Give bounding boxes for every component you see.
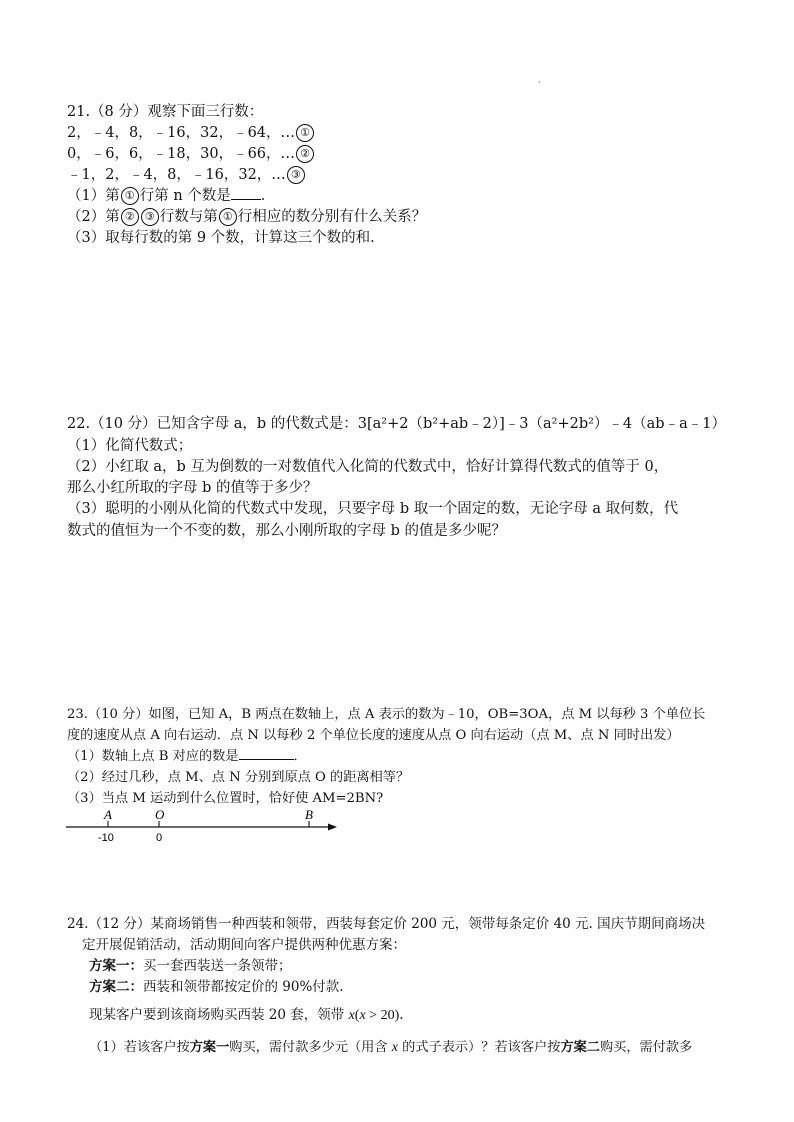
q23-line2: 度的速度从点 A 向右运动．点 N 以每秒 2 个单位长度的速度从点 O 向右运动（点 M、点 N 同时出发） <box>67 728 680 743</box>
answer-blank[interactable] <box>231 187 261 200</box>
q21-header: 21.（8 分）观察下面三行数： <box>67 104 264 120</box>
q23-part3: （3）当点 M 运动到什么位置时，恰好使 AM=2BN? <box>67 791 384 806</box>
q23-part2: （2）经过几秒，点 M、点 N 分别到原点 O 的距离相等？ <box>67 770 410 785</box>
point-o-label: O <box>155 807 165 822</box>
circle-3-mark: ③ <box>287 166 305 184</box>
q24-header: 24.（12 分）某商场销售一种西装和领带，西装每套定价 200 元，领带每条定价 40 元. 国庆节期间商场决 <box>67 916 706 932</box>
tick-label-o: 0 <box>156 832 163 844</box>
q24-line2: 定开展促销活动，活动期间向客户提供两种优惠方案： <box>82 937 406 953</box>
q22-part3-line2: 数式的值恒为一个不变的数，那么小刚所取的字母 b 的值是多少呢？ <box>67 523 506 539</box>
q23-part1: （1）数轴上点 B 对应的数是 ． <box>67 749 307 764</box>
q23-header: 23.（10 分）如图，已知 A，B 两点在数轴上，点 A 表示的数为﹣10，OB=3OA，点 M 以每秒 3 个单位长 <box>67 707 706 722</box>
q22-part3-line1: （3）聪明的小刚从化简的代数式中发现，只要字母 b 取一个固定的数，无论字母 a 取何数，代 <box>67 501 679 517</box>
q21-part1: （1）第 ① 行第 n 个数是 ． <box>67 188 276 204</box>
q22-part2-line1: （2）小红取 a，b 互为倒数的一对数值代入化简的代数式中，恰好计算得代数式的值等于 0， <box>67 459 669 475</box>
q21-part3: （3）取每行数的第 9 个数，计算这三个数的和. <box>67 230 375 246</box>
q21-row2: 0，﹣6，6，﹣18，30，﹣66，… ② <box>67 142 315 163</box>
corner-mark: · <box>538 78 541 87</box>
q21-row3: ﹣1，2，﹣4，8，﹣16，32，… ③ <box>67 163 306 184</box>
q24-plan1: 方案一：买一套西装送一条领带； <box>89 958 292 974</box>
point-b-label: B <box>305 807 313 822</box>
circle-1-mark: ① <box>296 124 314 142</box>
q24-part1: （1）若该客户按方案一购买，需付款多少元（用含 x 的式子表示）？若该客户按方案二购买，需付款多 <box>89 1040 693 1055</box>
axis-arrow <box>328 824 337 831</box>
q22-header: 22.（10 分）已知含字母 a，b 的代数式是：3[a²+2（b²+ab﹣2）]﹣3（a²+2b²）﹣4（ab﹣a﹣1） <box>67 416 726 432</box>
q21-part2: （2）第 ② ③ 行数与第 ① 行相应的数分别有什么关系？ <box>67 209 427 225</box>
answer-blank[interactable] <box>239 747 294 760</box>
q24-customer: 现某客户要到该商场购买西装 20 套，领带 x(x > 20). <box>89 1007 404 1023</box>
circle-2-mark: ② <box>296 145 314 163</box>
tick-label-a: -10 <box>98 832 114 844</box>
q22-part2-line2: 那么小红所取的字母 b 的值等于多少？ <box>67 480 318 496</box>
q24-plan2: 方案二：西装和领带都按定价的 90%付款. <box>89 979 344 995</box>
q21-row1: 2，﹣4，8，﹣16，32，﹣64，… ① <box>67 121 315 142</box>
point-a-label: A <box>104 807 112 822</box>
number-line-diagram <box>62 805 347 845</box>
q22-part1: （1）化简代数式； <box>67 438 193 454</box>
